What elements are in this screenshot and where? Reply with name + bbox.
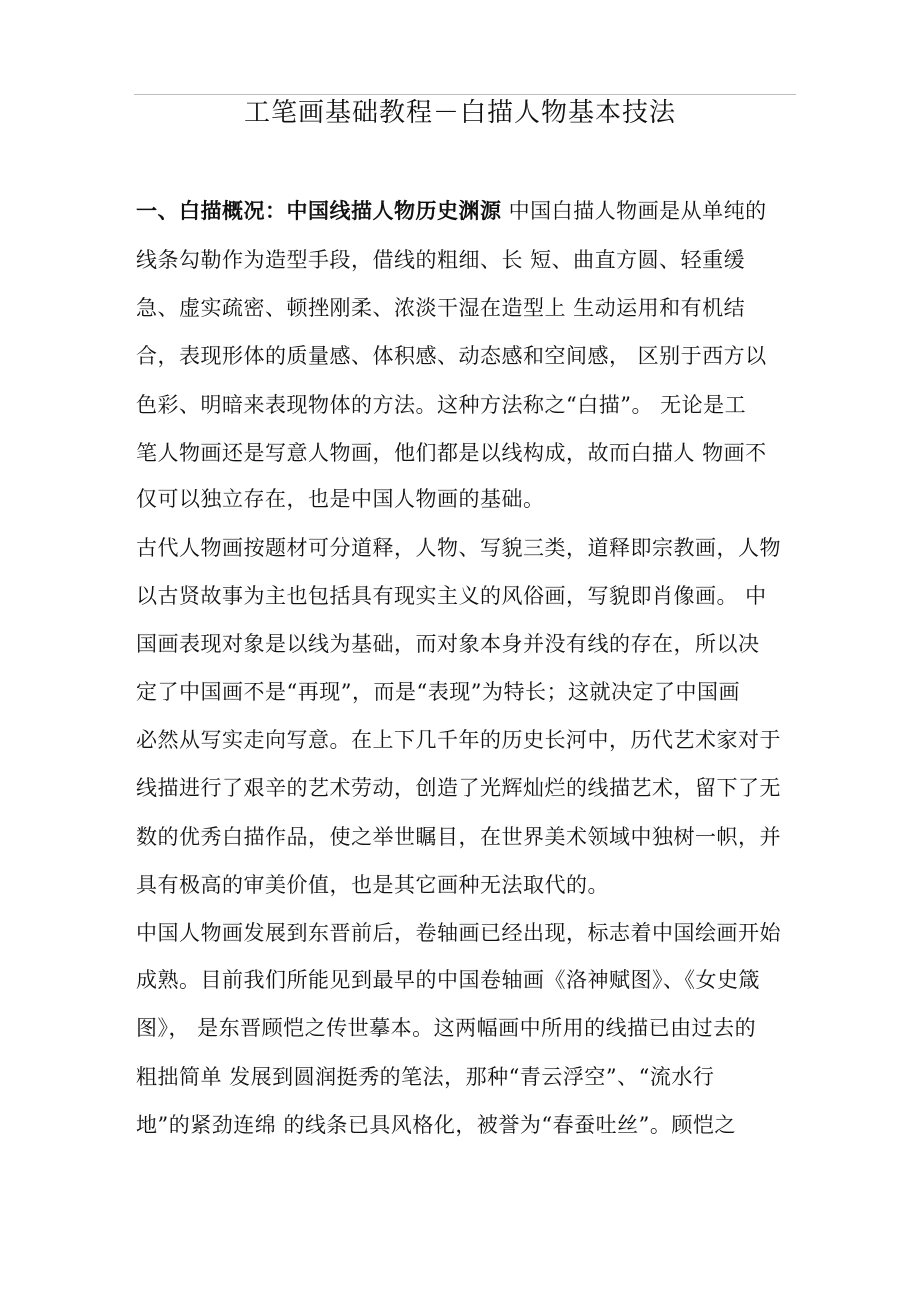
- text-line: 定了中国画不是“再现”，而是“表现”为特长；这就决定了中国画: [136, 680, 740, 704]
- text-line: 以古贤故事为主也包括具有现实主义的风俗画，写貌即肖像画。 中: [136, 584, 767, 608]
- text-line: 数的优秀白描作品，使之举世瞩目，在世界美术领域中独树一帜，并: [136, 825, 781, 849]
- text-line: 线描进行了艰辛的艺术劳动，创造了光辉灿烂的线描艺术，留下了无: [136, 776, 781, 800]
- text-line: 合，表现形体的质量感、体积感、动态感和空间感， 区别于西方以: [136, 344, 767, 368]
- text-line: 色彩、明暗来表现物体的方法。这种方法称之“白描”。 无论是工: [136, 393, 747, 417]
- text-line: [136, 196, 796, 226]
- text-line: 具有极高的审美价值，也是其它画种无法取代的。: [136, 873, 609, 897]
- text-line: 线条勾勒作为造型手段，借线的粗细、长 短、曲直方圆、轻重缓: [136, 248, 746, 272]
- section-heading: 一、白描概况：中国线描人物历史渊源: [136, 198, 502, 223]
- text-line: 必然从写实走向写意。在上下几千年的历史长河中，历代艺术家对于: [136, 728, 781, 752]
- text-line: 粗拙简单 发展到圆润挺秀的笔法，那种“青云浮空”、“流水行: [136, 1065, 715, 1089]
- text-line: 笔人物画还是写意人物画，他们都是以线构成，故而白描人 物画不: [136, 441, 767, 465]
- document-title: 工笔画基础教程－白描人物基本技法: [243, 98, 676, 128]
- text-line: 中国人物画发展到东晋前后，卷轴画已经出现，标志着中国绘画开始: [136, 921, 781, 945]
- text-line: 地”的紧劲连绵 的线条已具风格化，被誉为“春蚕吐丝”。顾恺之: [136, 1113, 736, 1137]
- text-line: 国画表现对象是以线为基础，而对象本身并没有线的存在，所以决: [136, 632, 760, 656]
- text-line: 仅可以独立存在，也是中国人物画的基础。: [136, 487, 545, 511]
- text-line: 急、虚实疏密、顿挫刚柔、浓淡干湿在造型上 生动运用和有机结: [136, 296, 746, 320]
- text-line: 成熟。目前我们所能见到最早的中国卷轴画《洛神赋图》、《女史箴: [136, 968, 760, 992]
- text-line: 图》， 是东晋顾恺之传世摹本。这两幅画中所用的线描已由过去的: [136, 1016, 757, 1040]
- text-line-content: 中国白描人物画是从单纯的: [501, 199, 767, 223]
- text-line: 古代人物画按题材可分道释，人物、写貌三类，道释即宗教画，人物: [136, 536, 781, 560]
